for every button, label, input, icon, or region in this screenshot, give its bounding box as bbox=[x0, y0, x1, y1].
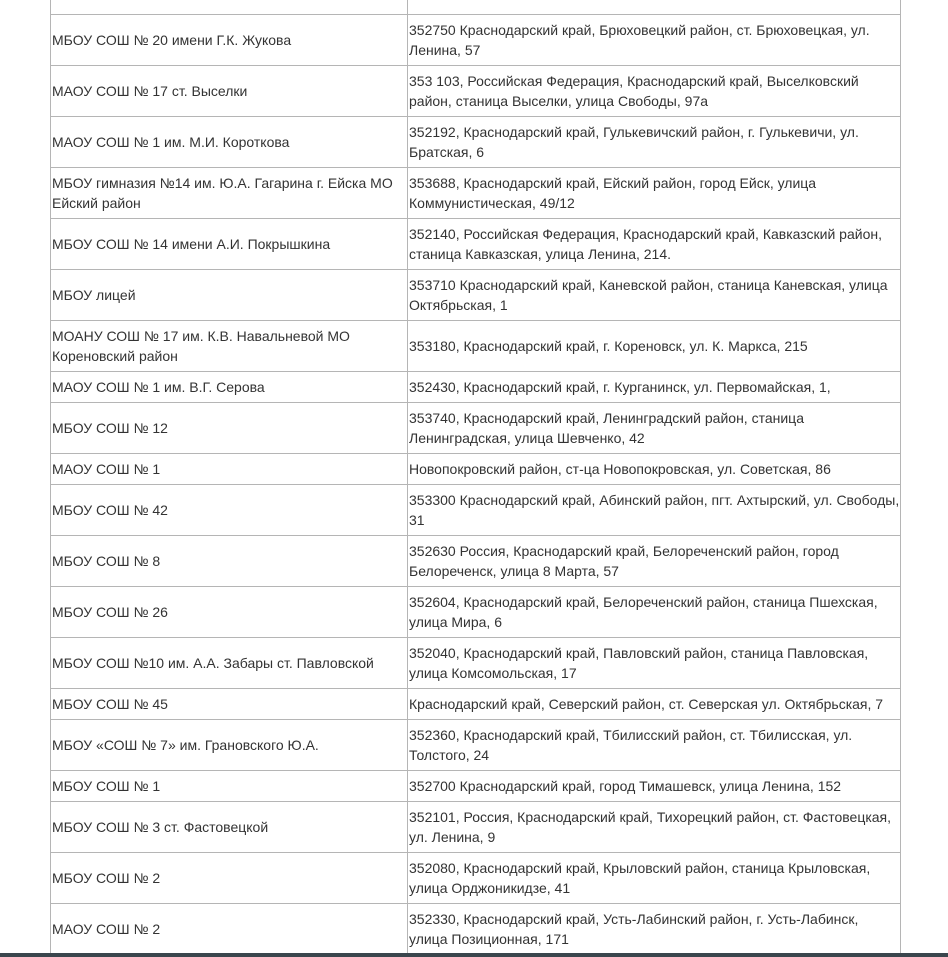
school-name-cell: МАОУ СОШ № 1 им. В.Г. Серова bbox=[51, 372, 408, 403]
school-name-cell: МАОУ СОШ № 1 им. М.И. Короткова bbox=[51, 117, 408, 168]
table-row bbox=[51, 0, 901, 15]
school-address-cell: 352430, Краснодарский край, г. Курганинск, ул. Первомайская, 1, bbox=[408, 372, 901, 403]
table-row bbox=[51, 904, 901, 955]
school-name-cell: МБОУ СОШ № 42 bbox=[51, 485, 408, 536]
school-name-cell: МБОУ СОШ № 14 имени А.И. Покрышкина bbox=[51, 219, 408, 270]
school-name-cell: МБОУ СОШ № 3 ст. Фастовецкой bbox=[51, 802, 408, 853]
table-row bbox=[51, 587, 901, 638]
school-address-cell: 353710 Краснодарский край, Каневской район, станица Каневская, улица Октябрьская, 1 bbox=[408, 270, 901, 321]
school-name-cell: МБОУ «СОШ № 7» им. Грановского Ю.А. bbox=[51, 720, 408, 771]
table-row bbox=[51, 853, 901, 904]
table-row bbox=[51, 321, 901, 372]
table-row bbox=[51, 720, 901, 771]
school-name-cell: МБОУ СОШ №10 им. А.А. Забары ст. Павловской bbox=[51, 638, 408, 689]
school-address-cell: 352700 Краснодарский край, город Тимашевск, улица Ленина, 152 bbox=[408, 771, 901, 802]
table-row bbox=[51, 454, 901, 485]
table-row bbox=[51, 638, 901, 689]
school-name-cell: МБОУ лицей bbox=[51, 270, 408, 321]
school-name-cell: МБОУ СОШ № 8 bbox=[51, 536, 408, 587]
table-row bbox=[51, 536, 901, 587]
school-address-cell: 352101, Россия, Краснодарский край, Тихорецкий район, ст. Фастовецкая, ул. Ленина, 9 bbox=[408, 802, 901, 853]
table-row bbox=[51, 15, 901, 66]
school-name-cell: МБОУ СОШ № 20 имени Г.К. Жукова bbox=[51, 15, 408, 66]
school-address-cell: Новопокровский район, ст-ца Новопокровская, ул. Советская, 86 bbox=[408, 454, 901, 485]
table-row bbox=[51, 372, 901, 403]
school-name-cell: МБОУ СОШ № 12 bbox=[51, 403, 408, 454]
school-name-cell: МБОУ гимназия №14 им. Ю.А. Гагарина г. Ейска МО Ейский район bbox=[51, 168, 408, 219]
school-address-cell: 352140, Российская Федерация, Краснодарский край, Кавказский район, станица Кавказская, улица Ленина, 214. bbox=[408, 219, 901, 270]
table-row bbox=[51, 403, 901, 454]
table-row bbox=[51, 485, 901, 536]
school-name-cell: МБОУ СОШ № 26 bbox=[51, 587, 408, 638]
school-address-cell: 353740, Краснодарский край, Ленинградский район, станица Ленинградская, улица Шевченко, 42 bbox=[408, 403, 901, 454]
school-address-cell: 353180, Краснодарский край, г. Кореновск, ул. К. Маркса, 215 bbox=[408, 321, 901, 372]
school-name-cell: МБОУ СОШ № 45 bbox=[51, 689, 408, 720]
school-address-cell: Краснодарский край, Северский район, ст. Северская ул. Октябрьская, 7 bbox=[408, 689, 901, 720]
school-address-cell: 352360, Краснодарский край, Тбилисский район, ст. Тбилисская, ул. Толстого, 24 bbox=[408, 720, 901, 771]
table-row bbox=[51, 802, 901, 853]
school-address-cell: 352604, Краснодарский край, Белореченский район, станица Пшехская, улица Мира, 6 bbox=[408, 587, 901, 638]
school-name-cell: МАОУ СОШ № 17 ст. Выселки bbox=[51, 66, 408, 117]
school-address-cell: 352330, Краснодарский край, Усть-Лабинский район, г. Усть-Лабинск, улица Позиционная, 171 bbox=[408, 904, 901, 955]
school-name-cell: МБОУ СОШ № 1 bbox=[51, 771, 408, 802]
school-address-cell: 353 103, Российская Федерация, Краснодарский край, Выселковский район, станица Выселки, улица Свободы, 97а bbox=[408, 66, 901, 117]
table-row bbox=[51, 168, 901, 219]
schools-table bbox=[50, 0, 901, 955]
table-row bbox=[51, 270, 901, 321]
table-row bbox=[51, 219, 901, 270]
table-row bbox=[51, 771, 901, 802]
school-address-cell: 352630 Россия, Краснодарский край, Белореченский район, город Белореченск, улица 8 Марта, 57 bbox=[408, 536, 901, 587]
bottom-bar bbox=[0, 953, 948, 957]
school-address-cell: 352080, Краснодарский край, Крыловский район, станица Крыловская, улица Орджоникидзе, 41 bbox=[408, 853, 901, 904]
school-name-cell: МАОУ СОШ № 1 bbox=[51, 454, 408, 485]
school-address-cell: 352192, Краснодарский край, Гулькевичский район, г. Гулькевичи, ул. Братская, 6 bbox=[408, 117, 901, 168]
school-address-cell: 353300 Краснодарский край, Абинский район, пгт. Ахтырский, ул. Свободы, 31 bbox=[408, 485, 901, 536]
school-address-cell: 352750 Краснодарский край, Брюховецкий район, ст. Брюховецкая, ул. Ленина, 57 bbox=[408, 15, 901, 66]
table-row bbox=[51, 689, 901, 720]
table-row bbox=[51, 117, 901, 168]
school-address-cell: 352040, Краснодарский край, Павловский район, станица Павловская, улица Комсомольская, 17 bbox=[408, 638, 901, 689]
school-name-cell: МБОУ СОШ № 2 bbox=[51, 853, 408, 904]
school-name-cell bbox=[51, 0, 408, 15]
table-row bbox=[51, 66, 901, 117]
school-name-cell: МАОУ СОШ № 2 bbox=[51, 904, 408, 955]
school-address-cell bbox=[408, 0, 901, 15]
school-name-cell: МОАНУ СОШ № 17 им. К.В. Навальневой МО Кореновский район bbox=[51, 321, 408, 372]
school-address-cell: 353688, Краснодарский край, Ейский район, город Ейск, улица Коммунистическая, 49/12 bbox=[408, 168, 901, 219]
schools-table-body bbox=[51, 0, 901, 955]
